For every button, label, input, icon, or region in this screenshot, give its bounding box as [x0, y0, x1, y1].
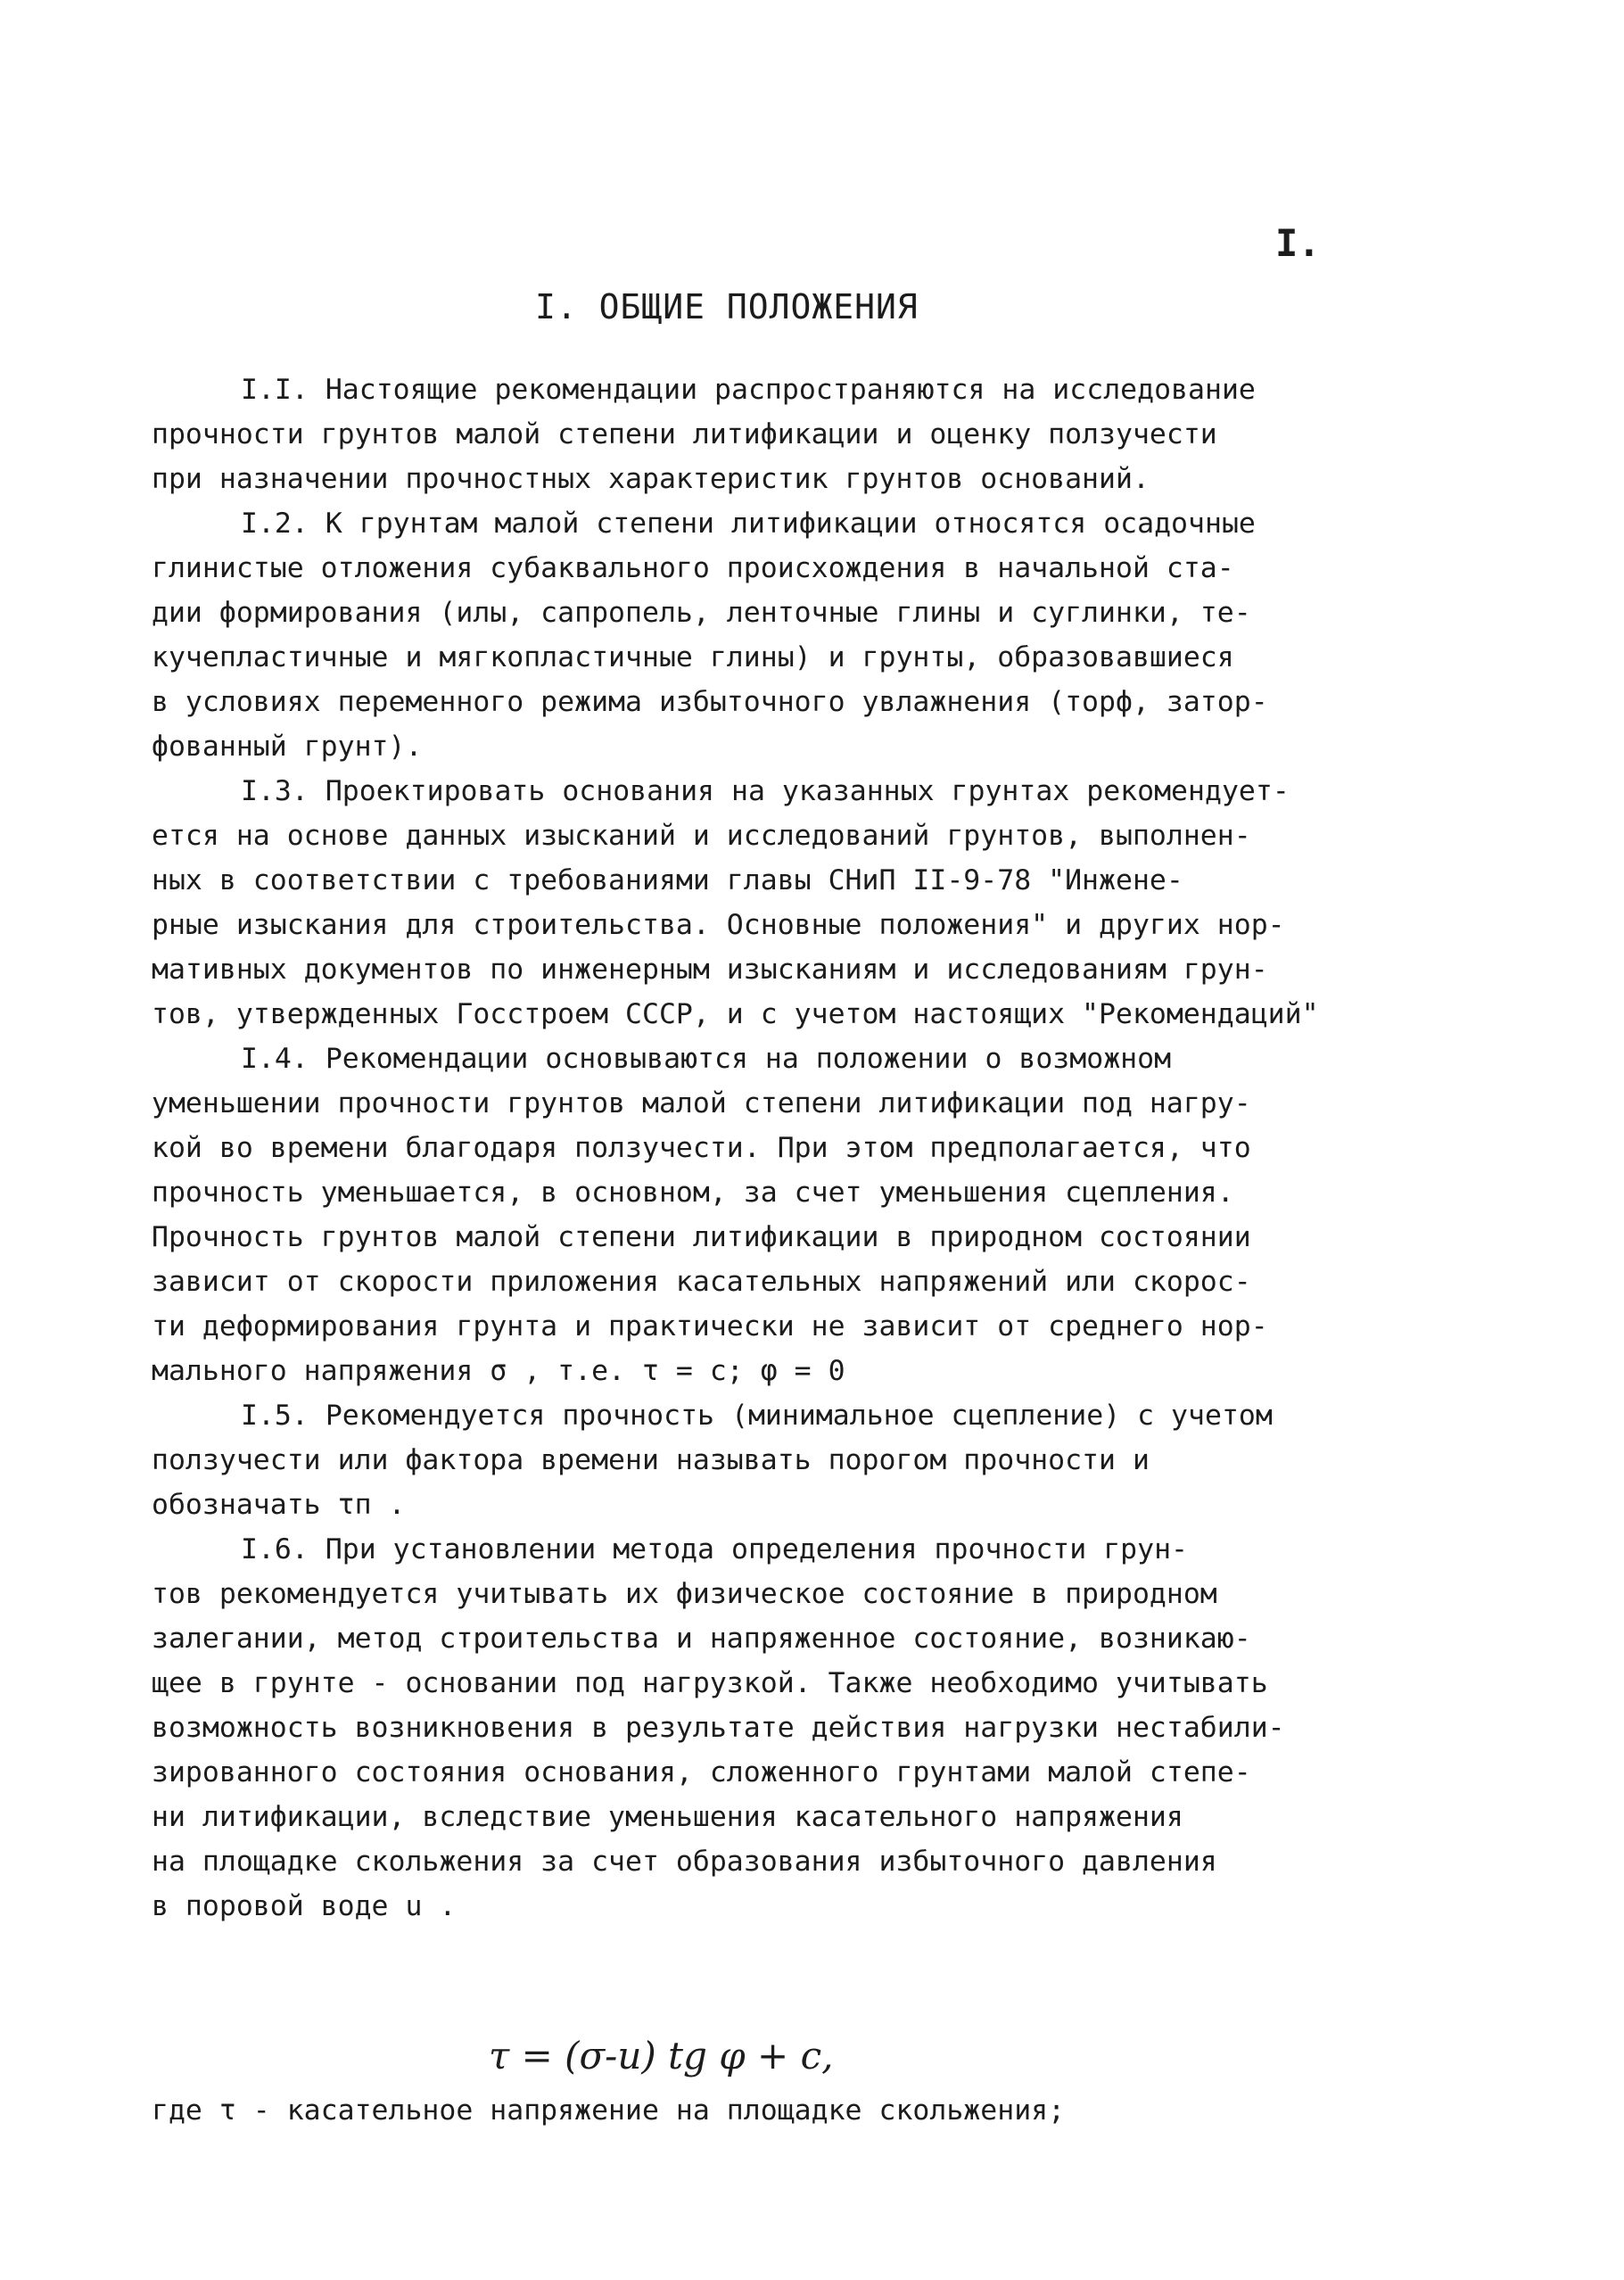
text-line: I.4. Рекомендации основываются на положении о возможном — [241, 1043, 1172, 1075]
page-number: I. — [1275, 221, 1321, 265]
text-line: зированного состояния основания, сложенного грунтами малой степе- — [152, 1756, 1251, 1788]
body-text — [152, 368, 1347, 1929]
text-line: возможность возникновения в результате действия нагрузки нестабили- — [152, 1712, 1285, 1744]
text-line: I.3. Проектировать основания на указанных грунтах рекомендует- — [241, 775, 1290, 807]
text-line: щее в грунте - основании под нагрузкой. Также необходимо учитывать — [152, 1667, 1268, 1699]
text-line: I.5. Рекомендуется прочность (минимальное сцепление) с учетом — [241, 1400, 1273, 1432]
text-line: кой во времени благодаря ползучести. При этом предполагается, что — [152, 1132, 1251, 1164]
text-line: кучепластичные и мягкопластичные глины) и грунты, образовавшиеся — [152, 641, 1234, 673]
text-line: I.2. К грунтам малой степени литификации относятся осадочные — [241, 508, 1256, 540]
text-line: мативных документов по инженерным изысканиям и исследованиям грун- — [152, 954, 1268, 986]
formula: τ = (σ-u) tg φ + c, — [489, 2034, 834, 2078]
section-title: I. ОБЩИЕ ПОЛОЖЕНИЯ — [535, 287, 919, 326]
text-line: обозначать τп . — [152, 1489, 406, 1521]
text-line: ползучести или фактора времени называть порогом прочности и — [152, 1444, 1150, 1476]
text-line: прочности грунтов малой степени литификации и оценку ползучести — [152, 418, 1217, 450]
text-line: уменьшении прочности грунтов малой степени литификации под нагру- — [152, 1087, 1251, 1119]
text-line: при назначении прочностных характеристик грунтов оснований. — [152, 463, 1150, 495]
formula-definition: где τ - касательное напряжение на площадке скольжения; — [152, 2094, 1066, 2127]
text-line: ных в соответствии с требованиями главы СНиП II-9-78 "Инжене- — [152, 864, 1183, 896]
text-line: в поровой воде u . — [152, 1890, 457, 1922]
text-line: Прочность грунтов малой степени литификации в природном состоянии — [152, 1221, 1251, 1253]
text-line: тов, утвержденных Госстроем СССР, и с учетом настоящих "Рекомендаций" — [152, 998, 1319, 1030]
text-line: I.I. Настоящие рекомендации распространяются на исследование — [241, 374, 1256, 406]
text-line: дии формирования (илы, сапропель, ленточные глины и суглинки, те- — [152, 597, 1251, 629]
text-line: мального напряжения σ , т.е. τ = c; φ = 0 — [152, 1355, 845, 1387]
text-line: ни литификации, вследствие уменьшения касательного напряжения — [152, 1801, 1183, 1833]
text-line: ти деформирования грунта и практически не зависит от среднего нор- — [152, 1310, 1268, 1342]
text-line: зависит от скорости приложения касательных напряжений или скорос- — [152, 1266, 1251, 1298]
text-line: I.6. При установлении метода определения прочности грун- — [241, 1533, 1189, 1565]
text-line: глинистые отложения субаквального происхождения в начальной ста- — [152, 552, 1234, 584]
text-line: залегании, метод строительства и напряженное состояние, возникаю- — [152, 1623, 1251, 1655]
text-line: ется на основе данных изысканий и исследований грунтов, выполнен- — [152, 820, 1251, 852]
text-line: фованный грунт). — [152, 731, 423, 763]
text-line: тов рекомендуется учитывать их физическое состояние в природном — [152, 1578, 1217, 1610]
text-line: рные изыскания для строительства. Основные положения" и других нор- — [152, 909, 1285, 941]
text-line: прочность уменьшается, в основном, за счет уменьшения сцепления. — [152, 1177, 1234, 1209]
text-line: на площадке скольжения за счет образования избыточного давления — [152, 1846, 1217, 1878]
text-line: в условиях переменного режима избыточного увлажнения (торф, затор- — [152, 686, 1268, 718]
